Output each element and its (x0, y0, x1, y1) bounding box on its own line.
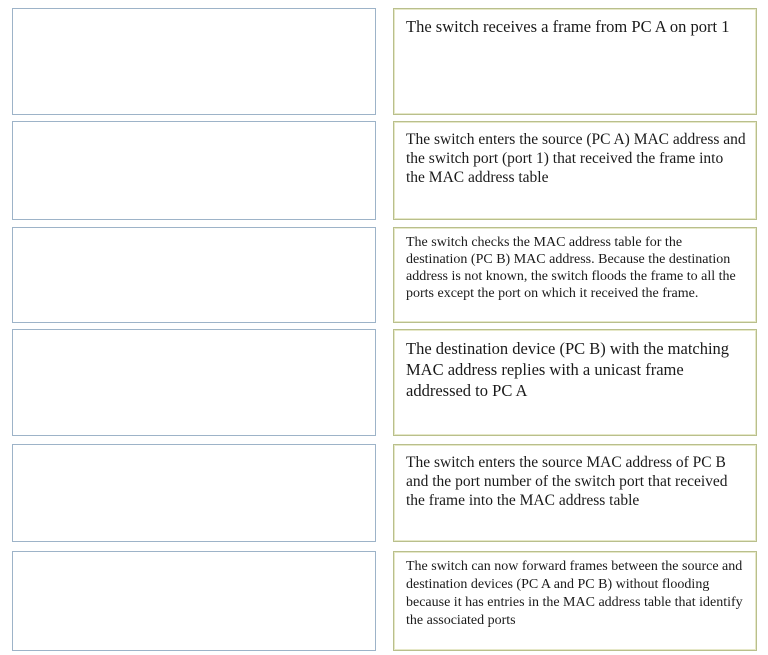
answer-card-1[interactable] (393, 8, 757, 115)
answer-card-3-text: The switch checks the MAC address table for the destination (PC B) MAC address. Because the destination address is not known, the switch floods the frame to all the ports except the port on which it received the frame. (406, 235, 736, 301)
answer-card-5[interactable] (393, 444, 757, 542)
drop-target-5[interactable] (12, 444, 376, 542)
answer-card-4[interactable] (393, 329, 757, 436)
answer-card-4-text: The destination device (PC B) with the matching MAC address replies with a unicast frame addressed to PC A (406, 339, 730, 400)
drop-target-1[interactable] (12, 8, 376, 115)
answer-card-2[interactable] (393, 121, 757, 220)
answer-card-5-text: The switch enters the source MAC address of PC B and the port number of the switch port that received the frame into the MAC address table (406, 454, 728, 509)
drop-target-3[interactable] (12, 227, 376, 323)
answer-card-6[interactable] (393, 551, 757, 651)
drop-target-4[interactable] (12, 329, 376, 436)
drop-target-2[interactable] (12, 121, 376, 220)
answer-card-2-text: The switch enters the source (PC A) MAC address and the switch port (port 1) that received the frame into the MAC address table (406, 131, 746, 186)
answer-card-3[interactable] (393, 227, 757, 323)
answer-card-6-text: The switch can now forward frames between the source and destination devices (PC A and PC B) without flooding because it has entries in the MAC address table that identify the associated ports (406, 559, 743, 628)
answer-card-1-text: The switch receives a frame from PC A on port 1 (406, 17, 730, 36)
drop-target-6[interactable] (12, 551, 376, 651)
